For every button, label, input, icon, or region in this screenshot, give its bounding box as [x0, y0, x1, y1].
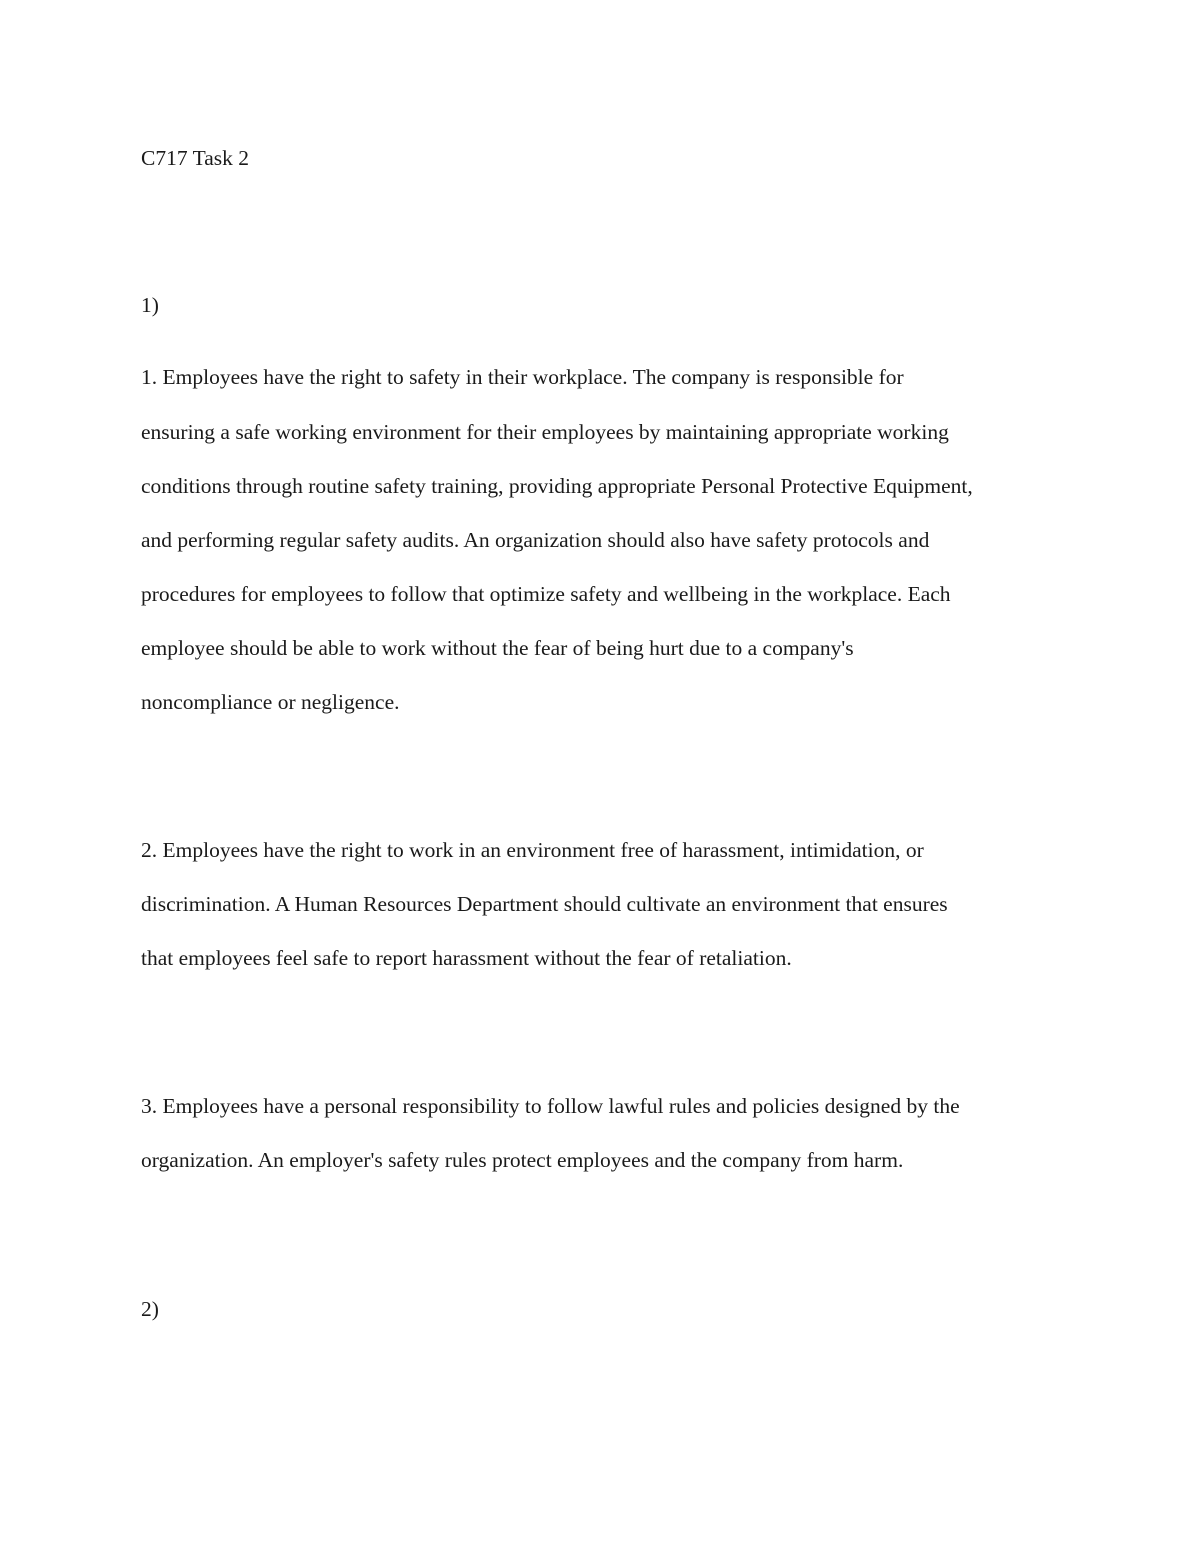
paragraph-line: employee should be able to work without the fear of being hurt due to a company's	[141, 636, 854, 660]
paragraph-line: procedures for employees to follow that optimize safety and wellbeing in the workplace. Each	[141, 582, 951, 606]
paragraph-line: discrimination. A Human Resources Department should cultivate an environment that ensures	[141, 892, 948, 916]
paragraph-line: 2. Employees have the right to work in an environment free of harassment, intimidation, or	[141, 838, 924, 862]
paragraph-line: conditions through routine safety training, providing appropriate Personal Protective Equipment,	[141, 474, 973, 498]
paragraph-line: that employees feel safe to report harassment without the fear of retaliation.	[141, 946, 792, 970]
paragraph-line: 3. Employees have a personal responsibility to follow lawful rules and policies designed by the	[141, 1094, 960, 1118]
paragraph-line: organization. An employer's safety rules protect employees and the company from harm.	[141, 1148, 904, 1172]
paragraph-line: noncompliance or negligence.	[141, 690, 400, 714]
paragraph-line: ensuring a safe working environment for their employees by maintaining appropriate working	[141, 420, 949, 444]
section-1-label: 1)	[141, 293, 159, 317]
paragraph-line: 1. Employees have the right to safety in their workplace. The company is responsible for	[141, 365, 904, 389]
section-2-label: 2)	[141, 1297, 159, 1321]
paragraph-line: and performing regular safety audits. An organization should also have safety protocols and	[141, 528, 930, 552]
document-title: C717 Task 2	[141, 146, 249, 170]
